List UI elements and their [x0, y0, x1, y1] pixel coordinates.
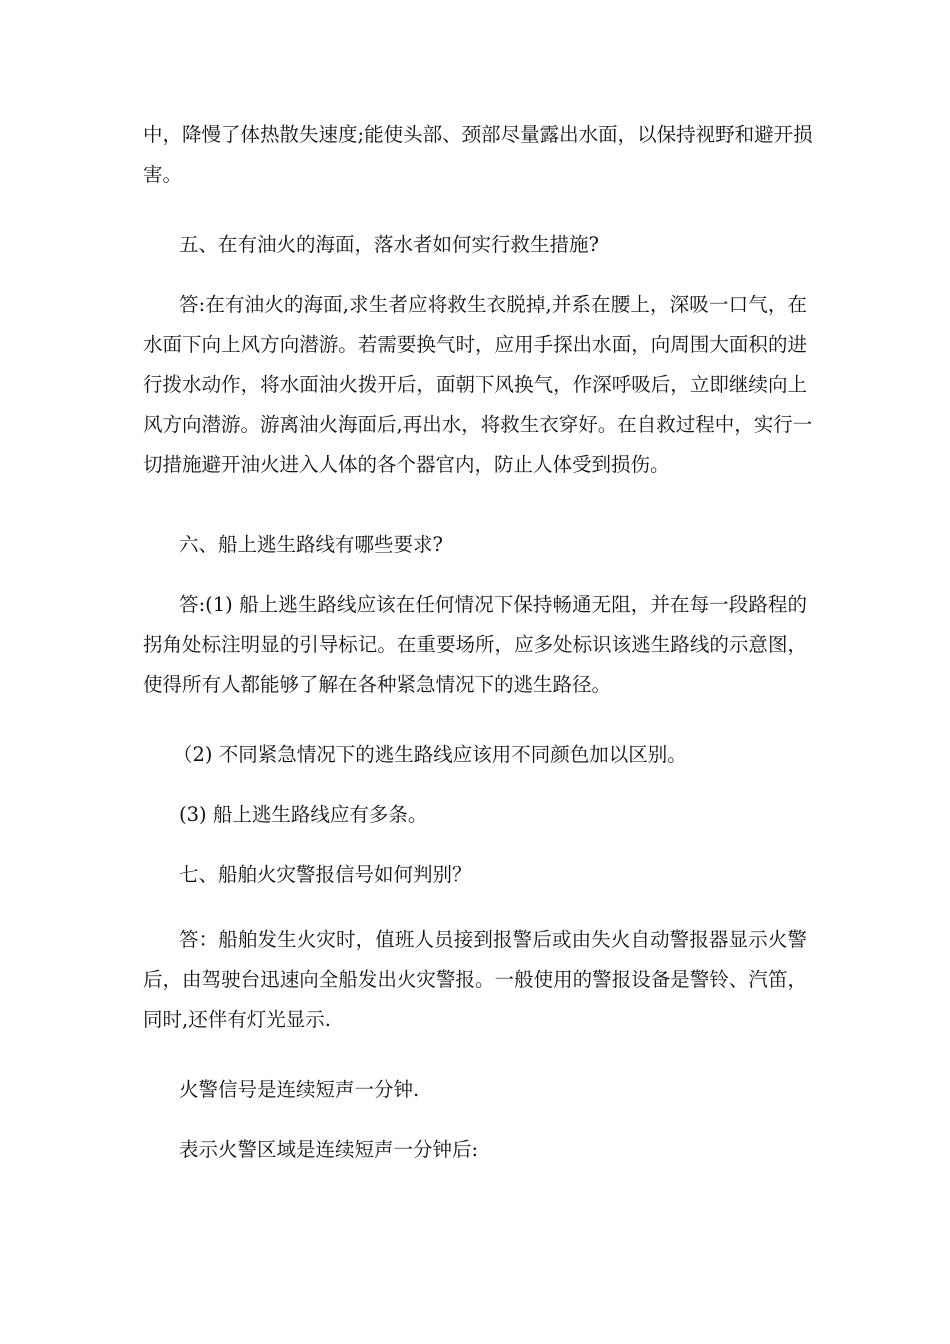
text-line: （2) 不同紧急情况下的逃生路线应该用不同颜色加以区别。 — [173, 743, 687, 766]
text-line: 答:在有油火的海面,求生者应将救生衣脱掉,并系在腰上，深吸一口气，在 — [179, 293, 807, 316]
answer-item-3 — [143, 795, 807, 835]
text-line: 后，由驾驶台迅速向全船发出火灾警报。一般使用的警报设备是警铃、汽笛， — [143, 968, 807, 991]
text-line: 使得所有人都能够了解在各种紧急情况下的逃生路径。 — [143, 673, 612, 696]
text-line: 同时,还伴有灯光显示. — [143, 1008, 331, 1031]
text-line: 切措施避开油火进入人体的各个器官内，防止人体受到损伤。 — [143, 453, 670, 476]
fire-signal-paragraph — [143, 1070, 807, 1110]
text-line: 火警信号是连续短声一分钟. — [179, 1078, 420, 1101]
text-line: 六、船上逃生路线有哪些要求? — [179, 533, 443, 556]
question-heading-5 — [143, 225, 807, 265]
question-heading-6 — [143, 525, 807, 565]
text-line: 五、在有油火的海面，落水者如何实行救生措施? — [179, 233, 599, 256]
text-line: 水面下向上风方向潜游。若需要换气时，应用手探出水面，向周围大面积的进 — [143, 333, 807, 356]
text-line: (3) 船上逃生路线应有多条。 — [179, 803, 428, 826]
answer-paragraph-7 — [143, 920, 807, 1040]
text-line: 害。 — [143, 163, 183, 186]
answer-paragraph-6 — [143, 585, 807, 705]
text-line: 答:(1) 船上逃生路线应该在任何情况下保持畅通无阻，并在每一段路程的 — [179, 593, 807, 616]
text-line: 七、船舶火灾警报信号如何判别？ — [179, 863, 472, 886]
fire-area-paragraph — [143, 1130, 807, 1170]
answer-paragraph-5 — [143, 285, 813, 485]
question-heading-7 — [143, 855, 807, 895]
text-line: 答：船舶发生火灾时，值班人员接到报警后或由失火自动警报器显示火警 — [179, 928, 807, 951]
text-line: 中，降慢了体热散失速度;能使头部、颈部尽量露出水面，以保持视野和避开损 — [143, 123, 813, 146]
text-line: 拐角处标注明显的引导标记。在重要场所，应多处标识该逃生路线的示意图， — [143, 633, 807, 656]
text-line: 风方向潜游。游离油火海面后,再出水，将救生衣穿好。在自救过程中，实行一 — [143, 413, 813, 436]
text-line: 表示火警区域是连续短声一分钟后: — [179, 1138, 479, 1161]
text-line: 行拨水动作，将水面油火拨开后，面朝下风换气，作深呼吸后，立即继续向上 — [143, 373, 807, 396]
paragraph-continuation — [143, 115, 813, 195]
answer-item-2 — [143, 735, 807, 775]
